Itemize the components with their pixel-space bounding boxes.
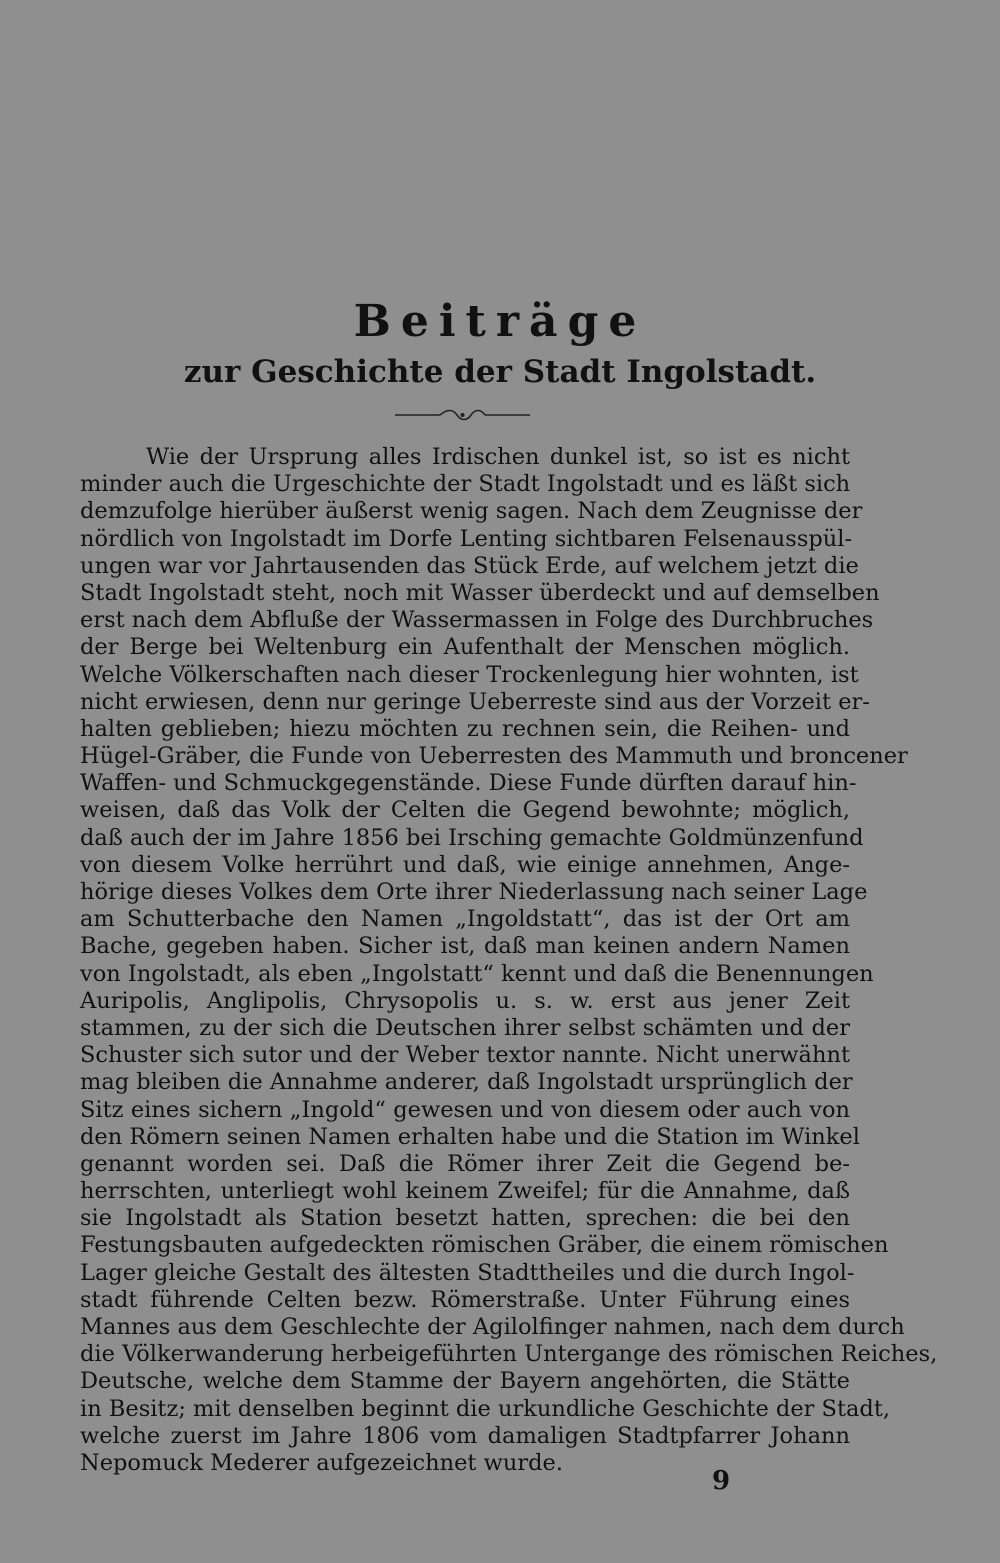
text-line: erst nach dem Abfluße der Wassermassen in Folge des Durchbruches [80,607,874,634]
page-number: 9 [712,1466,731,1496]
text-line: Schuster sich sutor und der Weber textor nannte. Nicht unerwähnt [80,1042,850,1069]
text-line: Hügel-Gräber, die Funde von Ueberresten des Mammuth und broncener [80,743,908,770]
text-line: daß auch der im Jahre 1856 bei Irsching gemachte Goldmünzenfund [80,824,864,851]
text-line: hörige dieses Volkes dem Orte ihrer Niederlassung nach seiner Lage [80,879,868,905]
text-line: minder auch die Urgeschichte der Stadt Ingolstadt und es läßt sich [80,471,851,498]
text-line: welche zuerst im Jahre 1806 vom damaligen Stadtpfarrer Johann [80,1422,850,1449]
text-line: weisen, daß das Volk der Celten die Gegend bewohnte; möglich, [80,797,850,824]
text-line: sie Ingolstadt als Station besetzt hatten, sprechen: die bei den [80,1205,850,1232]
text-line: in Besitz; mit denselben beginnt die urkundliche Geschichte der Stadt, [80,1395,891,1422]
text-line: Lager gleiche Gestalt des ältesten Stadttheiles und die durch Ingol- [80,1259,855,1286]
text-line: herrschten, unterliegt wohl keinem Zweifel; für die Annahme, daß [80,1178,850,1205]
text-line: nicht erwiesen, denn nur geringe Ueberreste sind aus der Vorzeit er- [80,688,870,715]
text-line: Waffen- und Schmuckgegenstände. Diese Funde dürften darauf hin- [80,770,857,797]
text-line: Welche Völkerschaften nach dieser Trockenlegung hier wohnten, ist [80,661,859,688]
text-line: Nepomuck Mederer aufgezeichnet wurde. [80,1449,564,1476]
text-line: den Römern seinen Namen erhalten habe und die Station im Winkel [80,1123,860,1150]
text-line: Mannes aus dem Geschlechte der Agilolfinger nahmen, nach dem durch [80,1314,905,1340]
text-line: am Schutterbache den Namen „Ingoldstatt“, das ist der Ort am [80,906,850,933]
text-line: Sitz eines sichern „Ingold“ gewesen und von diesem oder auch von [80,1096,850,1123]
text-line: Festungsbauten aufgedeckten römischen Gräber, die einem römischen [80,1232,889,1259]
text-line: von Ingolstadt, als eben „Ingolstatt“ kennt und daß die Benennungen [80,960,874,987]
divider-ornament-icon [395,408,530,422]
text-line: genannt worden sei. Daß die Römer ihrer Zeit die Gegend be- [80,1150,850,1177]
text-line: Deutsche, welche dem Stamme der Bayern angehörten, die Stätte [80,1368,850,1395]
text-line: Bache, gegeben haben. Sicher ist, daß man keinen andern Namen [80,933,850,960]
text-line: stadt führende Celten bezw. Römerstraße. Unter Führung eines [80,1286,850,1313]
text-line: mag bleiben die Annahme anderer, daß Ingolstadt ursprünglich der [80,1069,853,1096]
text-line: demzufolge hierüber äußerst wenig sagen. Nach dem Zeugnisse der [80,498,863,525]
text-line: von diesem Volke herrührt und daß, wie einige annehmen, Ange- [80,851,850,878]
page-title: Beiträge [353,296,647,347]
text-line: halten geblieben; hiezu möchten zu rechnen sein, die Reihen- und [80,715,850,742]
text-line: die Völkerwanderung herbeigeführten Untergange des römischen Reiches, [80,1341,938,1368]
body-paragraph [80,444,938,1477]
text-line: stammen, zu der sich die Deutschen ihrer selbst schämten und der [80,1014,850,1041]
text-line: nördlich von Ingolstadt im Dorfe Lenting sichtbaren Felsenausspül- [80,525,853,552]
text-line: Auripolis, Anglipolis, Chrysopolis u. s. w. erst aus jener Zeit [80,987,850,1014]
page-subtitle: zur Geschichte der Stadt Ingolstadt. [183,354,817,390]
text-line: ungen war vor Jahrtausenden das Stück Erde, auf welchem jetzt die [80,552,859,579]
text-line: Stadt Ingolstadt steht, noch mit Wasser überdeckt und auf demselben [80,579,880,606]
text-line: Wie der Ursprung alles Irdischen dunkel ist, so ist es nicht [146,444,850,470]
text-line: der Berge bei Weltenburg ein Aufenthalt der Menschen möglich. [80,634,850,661]
